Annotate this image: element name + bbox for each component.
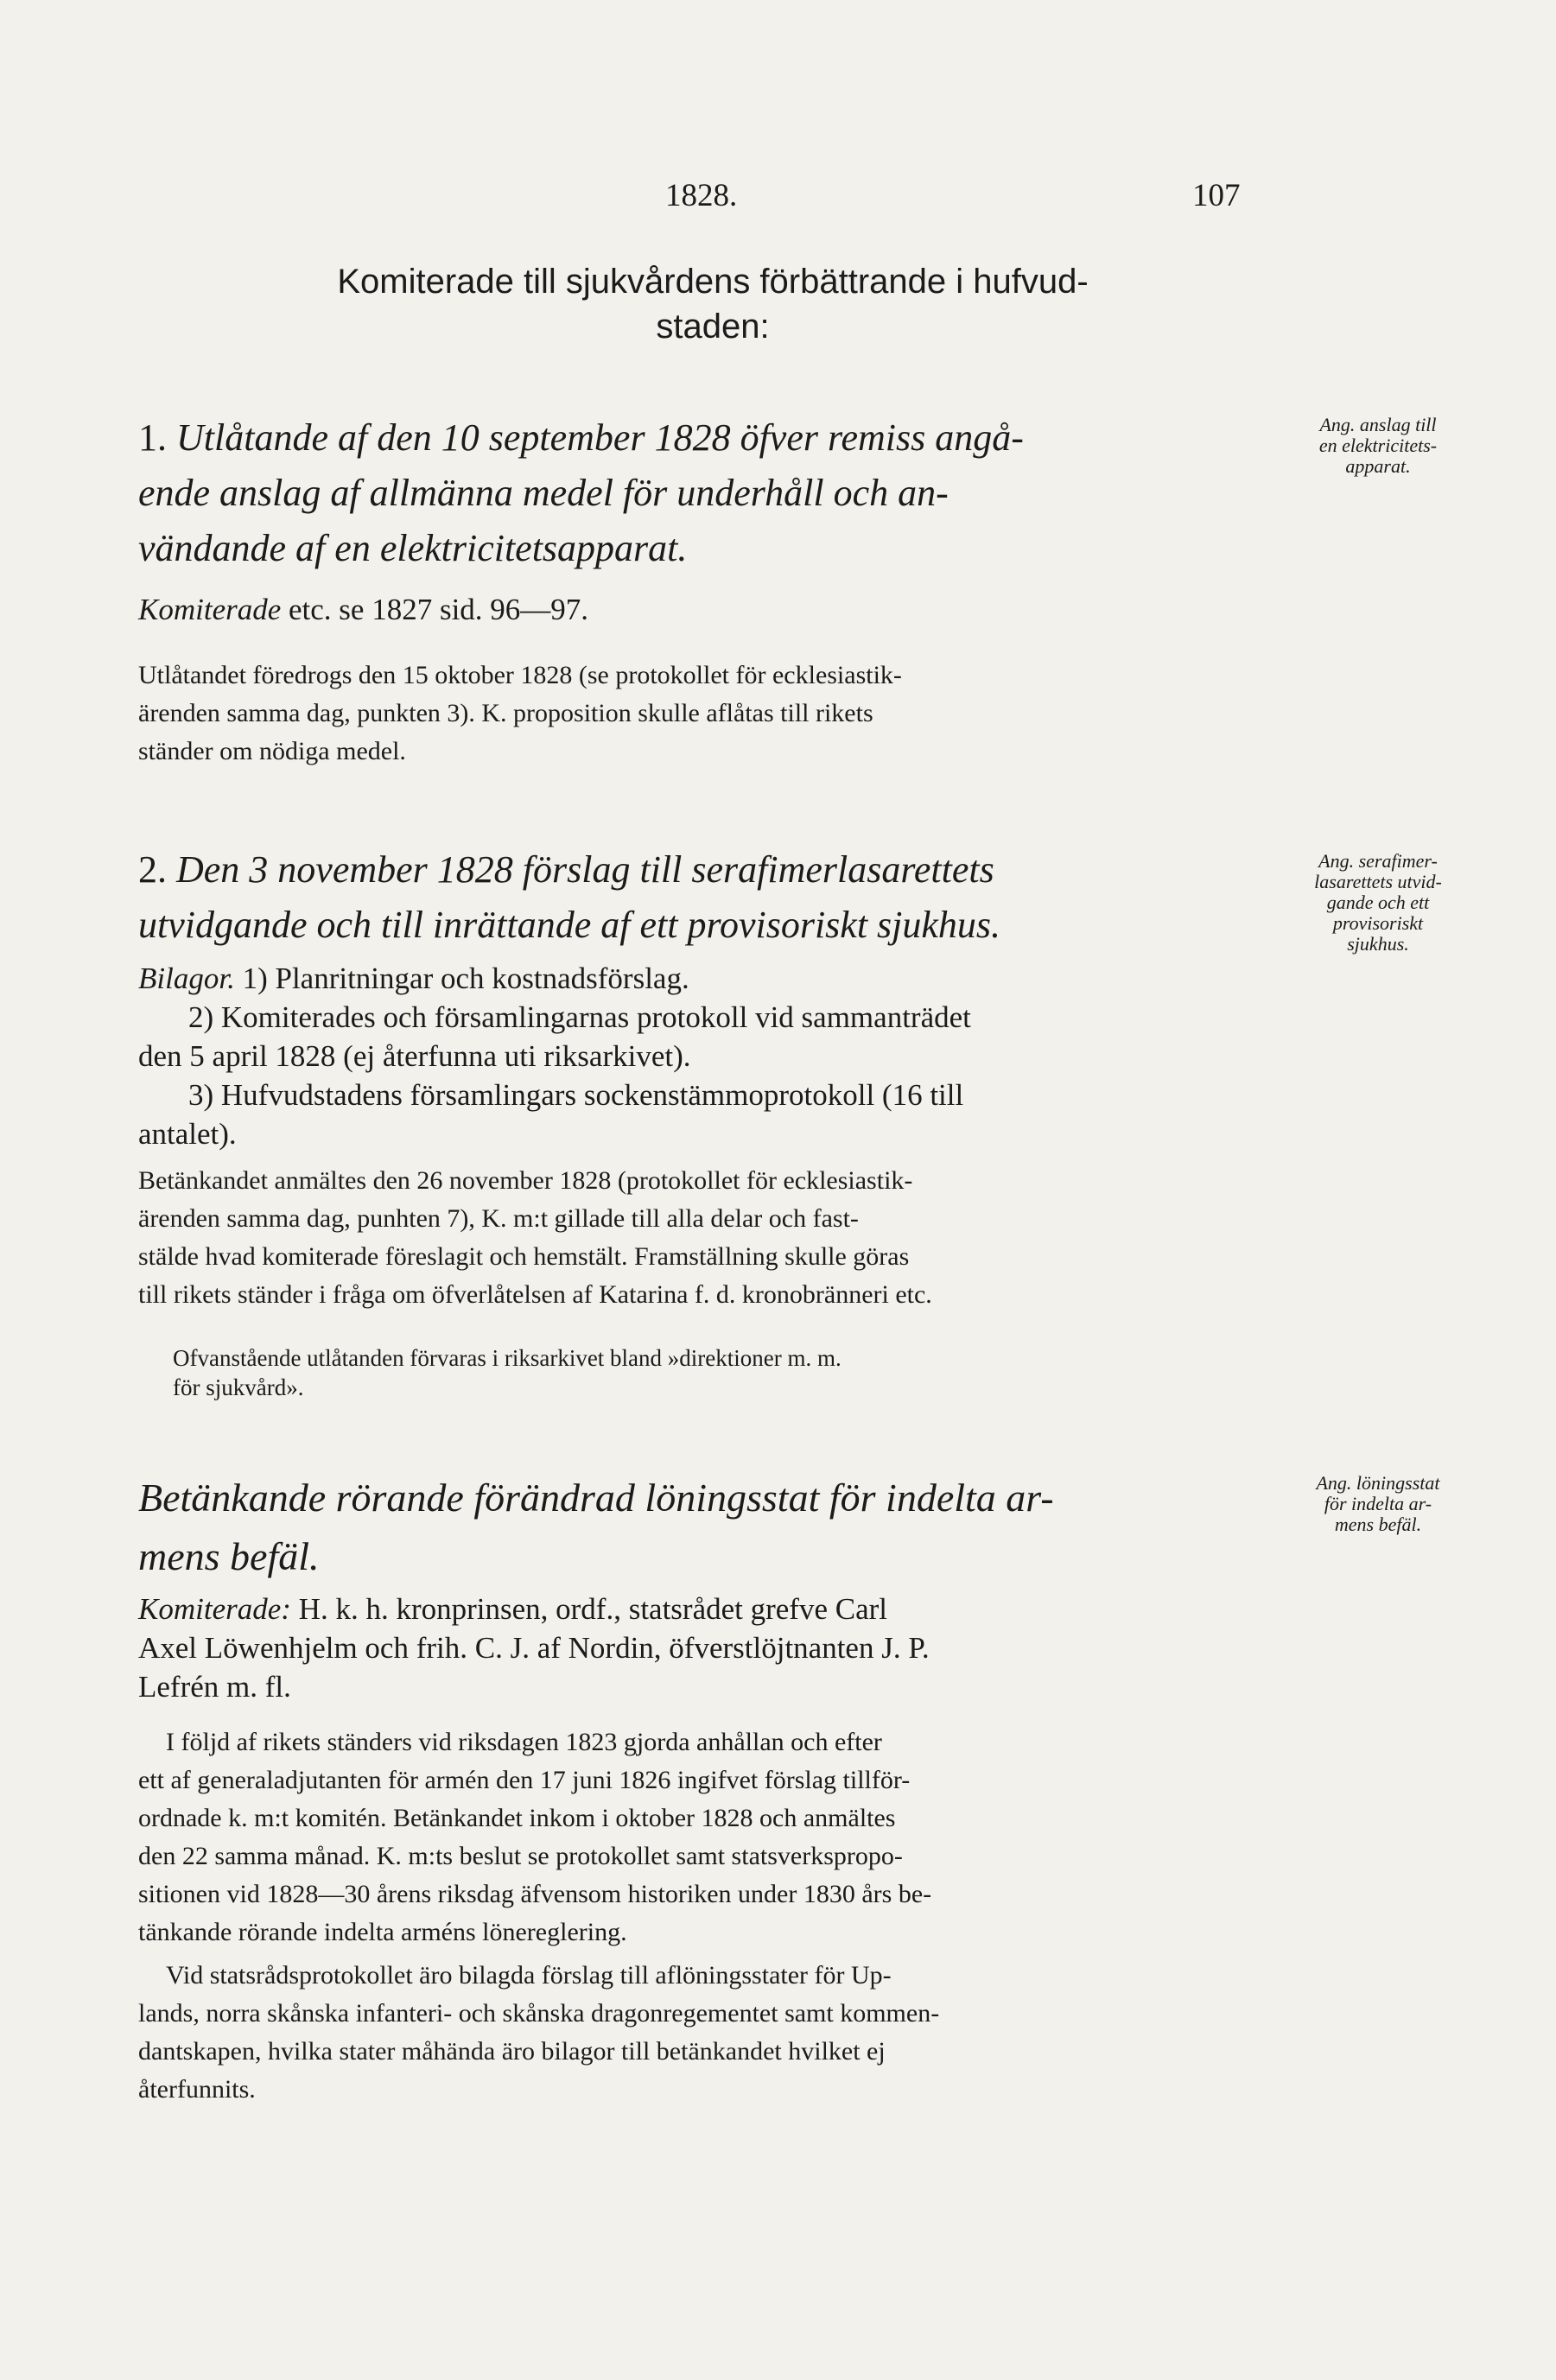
section-2-komiterade	[138, 1590, 1287, 1706]
note-line: för sjukvård».	[173, 1374, 304, 1400]
paragraph-line: ett af generaladjutanten för armén den 17 juni 1826 ingifvet förslag tillför-	[138, 1766, 911, 1794]
item-1-title-line: vändande af en elektricitetsapparat.	[138, 527, 688, 569]
item-1-title-text: Utlåtande af den 10 september 1828 öfver remiss angå-	[176, 416, 1024, 459]
section-title-line: staden:	[656, 308, 770, 346]
item-1-margin-note	[1305, 415, 1451, 477]
note-line: Ofvanstående utlåtanden förvaras i riksarkivet bland »direktioner m. m.	[173, 1345, 842, 1371]
margin-note-line: mens befäl.	[1334, 1514, 1422, 1535]
item-1-komiterade-line	[138, 590, 1287, 629]
paragraph-line: lands, norra skånska infanteri- och skånska dragonregementet samt kommen-	[138, 1999, 940, 2028]
margin-note-line: sjukhus.	[1347, 933, 1409, 955]
paragraph-line: återfunnits.	[138, 2075, 256, 2104]
bilagor-label: Bilagor.	[138, 962, 235, 995]
item-2-bilagor	[138, 959, 1287, 1153]
section-2-paragraph-1	[138, 1723, 1287, 1952]
item-2-number: 2.	[138, 848, 167, 891]
item-2-margin-note	[1305, 851, 1451, 955]
paragraph-line: ständer om nödiga medel.	[138, 737, 406, 765]
item-1-paragraph	[138, 657, 1287, 771]
item-1-title-line	[138, 410, 1287, 466]
paragraph-line: tänkande rörande indelta arméns lönereglering.	[138, 1918, 627, 1946]
page-year: 1828.	[665, 178, 738, 213]
paragraph-line: ärenden samma dag, punhten 7), K. m:t gillade till alla delar och fast-	[138, 1204, 859, 1233]
paragraph-line: den 22 samma månad. K. m:ts beslut se protokollet samt statsverkspropo-	[138, 1842, 903, 1870]
komiterade-line	[138, 1590, 1287, 1628]
bilagor-line: antalet).	[138, 1117, 237, 1151]
item-1-title	[138, 410, 1287, 576]
margin-note-line: en elektricitets-	[1318, 435, 1438, 456]
margin-note-line: Ang. serafimer-	[1318, 850, 1438, 872]
paragraph-line: Vid statsrådsprotokollet äro bilagda förslag till aflöningsstater för Up-	[166, 1961, 892, 1990]
margin-note-line: apparat.	[1345, 455, 1411, 477]
bilagor-line: 3) Hufvudstadens församlingars sockenstämmoprotokoll (16 till	[188, 1078, 964, 1112]
margin-note-line: Ang. löningsstat	[1316, 1472, 1440, 1494]
section-2-title-line: Betänkande rörande förändrad löningsstat för indelta ar-	[138, 1476, 1054, 1520]
bilagor-line: 2) Komiterades och församlingarnas protokoll vid sammanträdet	[188, 1000, 971, 1034]
section-title	[138, 259, 1287, 349]
paragraph-line: stälde hvad komiterade föreslagit och hemstält. Framställning skulle göras	[138, 1242, 910, 1271]
margin-note-line: Ang. anslag till	[1319, 414, 1437, 435]
bilagor-line: den 5 april 1828 (ej återfunna uti riksarkivet).	[138, 1039, 691, 1073]
komiterade-line: Lefrén m. fl.	[138, 1670, 291, 1704]
item-1-title-line: ende anslag af allmänna medel för underhåll och an-	[138, 472, 949, 514]
komiterade-label: Komiterade:	[138, 1592, 291, 1626]
komiterade-text: H. k. h. kronprinsen, ordf., statsrådet grefve Carl	[290, 1592, 888, 1626]
section-title-line: Komiterade till sjukvårdens förbättrande i hufvud-	[337, 263, 1089, 301]
item-2-title-line: utvidgande och till inrättande af ett provisoriskt sjukhus.	[138, 904, 1001, 946]
komiterade-label: Komiterade	[138, 593, 282, 626]
section-2-paragraph-2	[138, 1957, 1287, 2109]
paragraph-line: ärenden samma dag, punkten 3). K. proposition skulle aflåtas till rikets	[138, 699, 873, 727]
paragraph-line: dantskapen, hvilka stater måhända äro bilagor till betänkandet hvilket ej	[138, 2037, 886, 2066]
margin-note-line: för indelta ar-	[1324, 1493, 1432, 1514]
komiterade-text: etc. se 1827 sid. 96—97.	[281, 593, 589, 626]
item-2-paragraph	[138, 1162, 1287, 1314]
section-2-title	[138, 1469, 1287, 1586]
item-2-note	[173, 1343, 1287, 1402]
paragraph-line: ordnade k. m:t komitén. Betänkandet inkom i oktober 1828 och anmältes	[138, 1804, 896, 1832]
margin-note-line: provisoriskt	[1332, 912, 1424, 934]
page-number: 107	[1192, 178, 1241, 213]
item-1-number: 1.	[138, 416, 167, 459]
paragraph-line: Utlåtandet föredrogs den 15 oktober 1828 (se protokollet för ecklesiastik-	[138, 661, 902, 689]
section-2-title-line: mens befäl.	[138, 1534, 320, 1578]
margin-note-line: lasarettets utvid-	[1314, 871, 1442, 892]
item-2-title-line	[138, 842, 1287, 898]
paragraph-line: till rikets ständer i fråga om öfverlåtelsen af Katarina f. d. kronobränneri etc.	[138, 1280, 932, 1309]
margin-note-line: gande och ett	[1326, 892, 1430, 913]
section-2-margin-note	[1305, 1473, 1451, 1535]
item-2-title-text: Den 3 november 1828 förslag till serafimerlasarettets	[176, 848, 994, 891]
komiterade-line: Axel Löwenhjelm och frih. C. J. af Nordin, öfverstlöjtnanten J. P.	[138, 1631, 930, 1665]
item-1-komiterade	[138, 590, 1287, 629]
paragraph-line: sitionen vid 1828—30 årens riksdag äfvensom historiken under 1830 års be-	[138, 1880, 932, 1908]
bilagor-line	[138, 959, 1287, 998]
paragraph-line: I följd af rikets ständers vid riksdagen 1823 gjorda anhållan och efter	[166, 1728, 882, 1756]
item-2-title	[138, 842, 1287, 953]
paragraph-line: Betänkandet anmältes den 26 november 1828 (protokollet för ecklesiastik-	[138, 1166, 913, 1195]
bilagor-text: 1) Planritningar och kostnadsförslag.	[234, 962, 689, 995]
